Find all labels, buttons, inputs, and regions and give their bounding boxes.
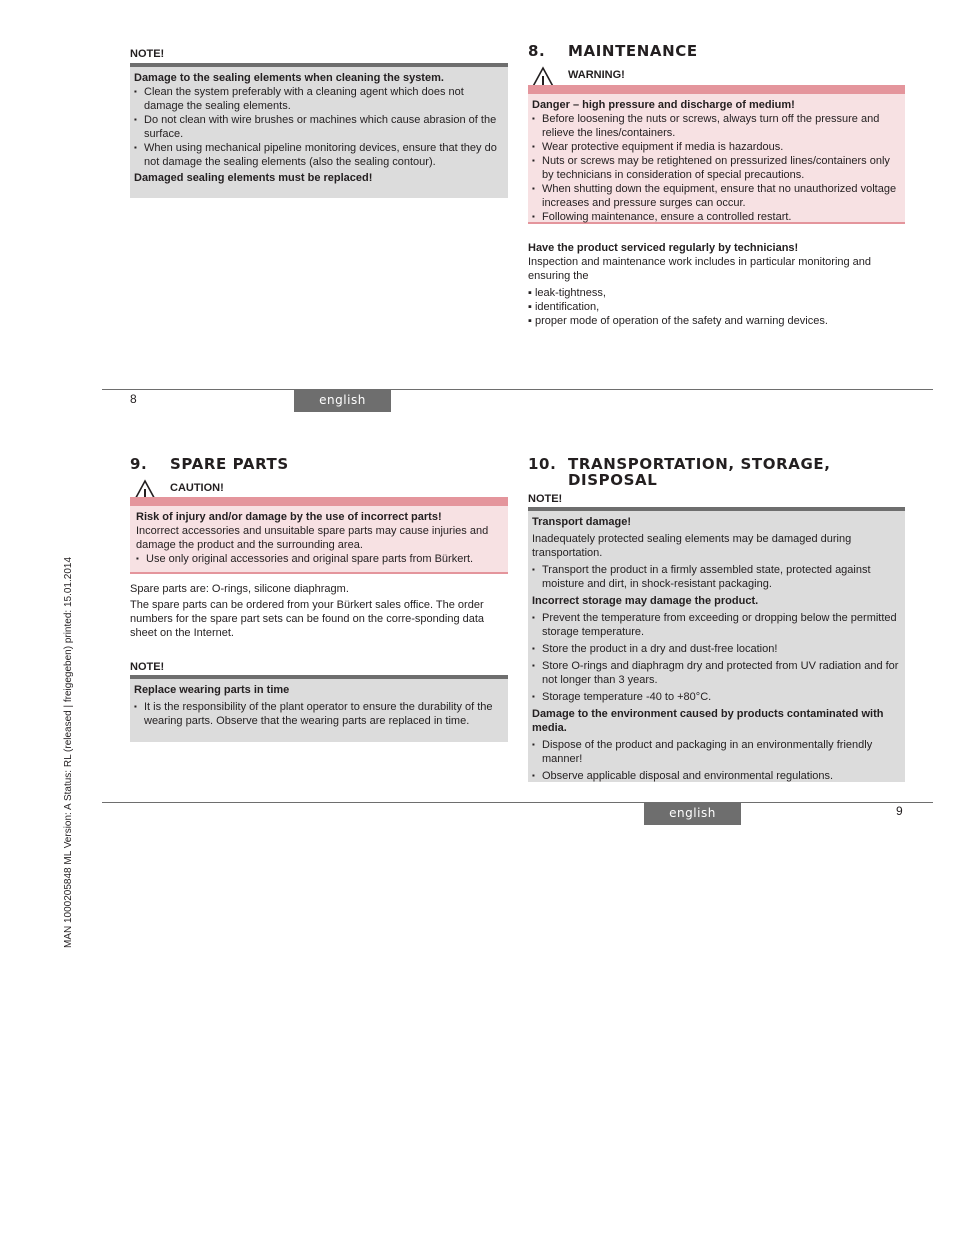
caution-label: CAUTION!: [170, 482, 224, 494]
warning-label: WARNING!: [568, 69, 625, 81]
note-heading: Transport damage!: [532, 516, 632, 528]
list-item: ▪ Observe applicable disposal and environmental regulations.: [532, 769, 901, 783]
list-item: ▪ Before loosening the nuts or screws, always turn off the pressure and relieve the lines/containers.: [532, 112, 901, 140]
section-title: TRANSPORTATION, STORAGE,: [568, 455, 831, 473]
list-item: ▪ Wear protective equipment if media is hazardous.: [532, 140, 901, 154]
spare-parts-para-2: The spare parts can be ordered from your Bürkert sales office. The order numbers for the spare part sets can be found on the corre-sponding data sheet on the Internet.: [130, 599, 485, 639]
warning-box: [528, 85, 905, 224]
page-number: 8: [130, 392, 137, 406]
list-item: ▪ Following maintenance, ensure a controlled restart.: [532, 210, 901, 224]
note-label: NOTE!: [528, 493, 563, 505]
note-list: [532, 738, 901, 783]
list-item: ▪ It is the responsibility of the plant operator to ensure the durability of the wearing parts. Observe that the wearing parts are replaced in time.: [134, 700, 504, 728]
list-item: ▪ Nuts or screws may be retightened on pressurized lines/containers only by technicians in consideration of special precautions.: [532, 154, 901, 182]
list-item: ▪ Dispose of the product and packaging in an environmentally friendly manner!: [532, 738, 901, 766]
warning-title: Danger – high pressure and discharge of medium!: [532, 99, 795, 111]
list-item: ▪ leak-tightness,: [528, 287, 606, 299]
section-title-line-2: DISPOSAL: [568, 471, 658, 489]
section-number: 8.: [528, 42, 546, 60]
note-list: [532, 611, 901, 704]
list-item: ▪ Do not clean with wire brushes or machines which cause abrasion of the surface.: [134, 113, 504, 141]
note-footer: Damaged sealing elements must be replaced!: [134, 172, 373, 184]
section-title: SPARE PARTS: [170, 455, 289, 473]
page-divider: [102, 389, 933, 390]
note-box-wearing-parts: [130, 675, 508, 742]
list-item: ▪ Store O-rings and diaphragm dry and protected from UV radiation and for not longer than 3 years.: [532, 659, 901, 687]
service-heading: Have the product serviced regularly by technicians!: [528, 242, 799, 254]
service-list: [528, 286, 908, 328]
note-list: [134, 700, 504, 728]
list-item: ▪ Storage temperature -40 to +80°C.: [532, 690, 901, 704]
section-heading-transportation: [528, 456, 831, 488]
note-title: Replace wearing parts in time: [134, 684, 290, 696]
list-item: ▪ Transport the product in a firmly assembled state, protected against moisture and dirt, in shock-resistant packaging.: [532, 563, 901, 591]
list-item: ▪ When using mechanical pipeline monitoring devices, ensure that they do not damage the sealing elements (also the sealing contour).: [134, 141, 504, 169]
note-list: [134, 85, 504, 169]
spare-parts-para-1: Spare parts are: O-rings, silicone diaphragm.: [130, 583, 349, 595]
note-text: Inadequately protected sealing elements may be damaged during transportation.: [532, 533, 852, 559]
section-heading-maintenance: [528, 43, 698, 59]
section-heading-spare-parts: [130, 456, 289, 472]
note-title: Damage to the sealing elements when cleaning the system.: [134, 72, 444, 84]
section-title: MAINTENANCE: [568, 42, 698, 60]
note-list: [532, 563, 901, 591]
list-item: ▪ Use only original accessories and original spare parts from Bürkert.: [136, 552, 504, 566]
list-item: ▪ Clean the system preferably with a cleaning agent which does not damage the sealing elements.: [134, 85, 504, 113]
language-tab: english: [644, 802, 741, 825]
caution-title: Risk of injury and/or damage by the use of incorrect parts!: [136, 511, 442, 523]
note-box-cleaning: [130, 63, 508, 198]
list-item: ▪ Prevent the temperature from exceeding or dropping below the permitted storage temperature.: [532, 611, 901, 639]
note-label: NOTE!: [130, 661, 165, 673]
caution-box: [130, 497, 508, 574]
caution-list: [136, 552, 504, 566]
page-number: 9: [896, 804, 903, 818]
language-tab: english: [294, 389, 391, 412]
list-item: ▪ proper mode of operation of the safety and warning devices.: [528, 315, 828, 327]
note-heading: Incorrect storage may damage the product.: [532, 595, 759, 607]
list-item: ▪ Store the product in a dry and dust-free location!: [532, 642, 901, 656]
list-item: ▪ identification,: [528, 301, 600, 313]
section-number: 10.: [528, 455, 557, 473]
list-item: ▪ When shutting down the equipment, ensure that no unauthorized voltage increases and pressure surges can occur.: [532, 182, 901, 210]
section-number: 9.: [130, 455, 148, 473]
warning-list: [532, 112, 901, 224]
service-text: Inspection and maintenance work includes in particular monitoring and ensuring the: [528, 256, 872, 282]
page-divider: [102, 802, 933, 803]
note-label: NOTE!: [130, 48, 165, 60]
document-id-vertical: MAN 1000205848 ML Version: A Status: RL (released | freigegeben) printed: 15.01.2014: [63, 556, 74, 948]
caution-text: Incorrect accessories and unsuitable spare parts may cause injuries and damage the product and the surrounding area.: [136, 525, 489, 551]
note-box-transport: [528, 507, 905, 782]
note-heading: Damage to the environment caused by products contaminated with media.: [532, 708, 884, 734]
